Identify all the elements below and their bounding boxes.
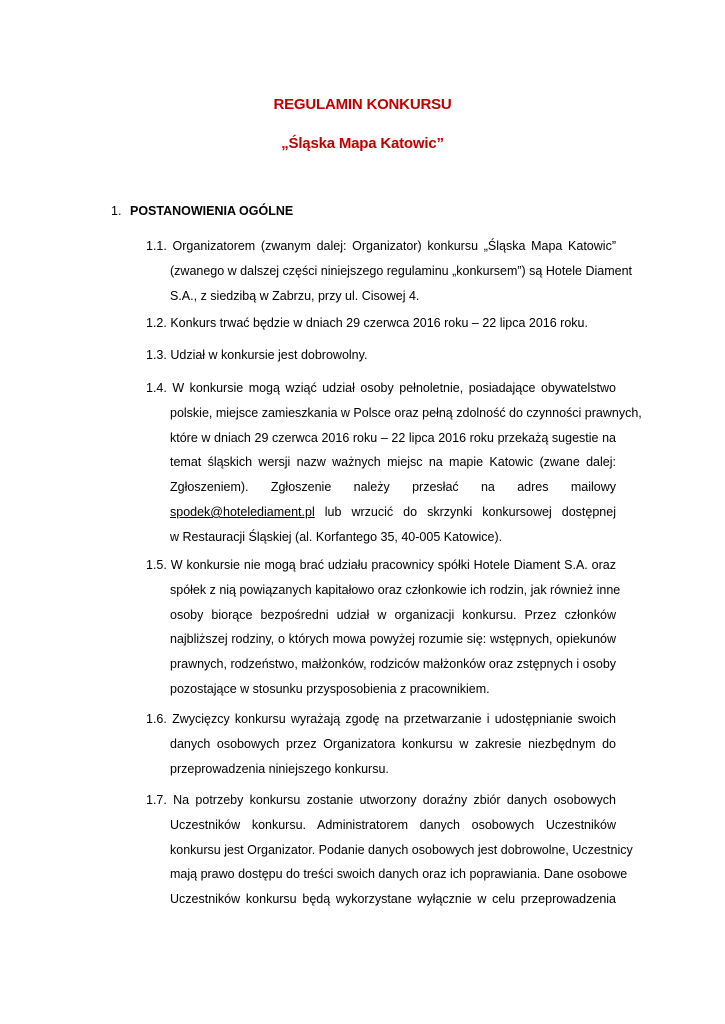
item-line: które w dniach 29 czerwca 2016 roku – 22 lipca 2016 roku przekażą sugestie na xyxy=(170,430,616,445)
section-title: POSTANOWIENIA OGÓLNE xyxy=(130,204,294,218)
item-line: Zgłoszeniem). Zgłoszenie należy przesłać na adres mailowy xyxy=(170,480,616,495)
document-subtitle: „Śląska Mapa Katowic” xyxy=(281,135,444,152)
item-line: 1.1. Organizatorem (zwanym dalej: Organizator) konkursu „Śląska Mapa Katowic” xyxy=(146,239,616,253)
item-number: 1.7. xyxy=(146,793,167,807)
list-item xyxy=(146,376,642,550)
item-number: 1.6. xyxy=(146,712,167,726)
list-item xyxy=(146,311,616,336)
list-item xyxy=(146,788,633,912)
list-item xyxy=(146,234,633,308)
item-line: (zwanego w dalszej części niniejszego regulaminu „konkursem”) są Hotele Diament xyxy=(170,263,633,278)
list-item xyxy=(146,343,616,368)
item-line: spodek@hotelediament.pl lub wrzucić do skrzynki konkursowej dostępnej xyxy=(170,504,616,519)
item-line: mają prawo dostępu do treści swoich danych oraz ich poprawiania. Dane osobowe xyxy=(170,867,628,882)
item-line: 1.2. Konkurs trwać będzie w dniach 29 czerwca 2016 roku – 22 lipca 2016 roku. xyxy=(146,316,588,330)
item-line: danych osobowych przez Organizatora konkursu w zakresie niezbędnym do xyxy=(170,736,616,751)
item-line: 1.6. Zwycięzcy konkursu wyrażają zgodę na przetwarzanie i udostępnianie swoich xyxy=(146,712,616,726)
item-line: polskie, miejsce zamieszkania w Polsce oraz pełną zdolność do czynności prawnych, xyxy=(170,405,642,420)
item-line: pozostające w stosunku przysposobienia z pracownikiem. xyxy=(170,681,490,696)
item-line: w Restauracji Śląskiej (al. Korfantego 35, 40-005 Katowice). xyxy=(170,529,503,544)
document-title: REGULAMIN KONKURSU xyxy=(273,96,452,113)
item-line: Uczestników konkursu będą wykorzystane wyłącznie w celu przeprowadzenia xyxy=(170,892,616,907)
item-line: prawnych, rodzeństwo, małżonków, rodziców małżonków oraz zstępnych i osoby xyxy=(170,657,617,672)
email-link[interactable]: spodek@hotelediament.pl xyxy=(170,504,315,519)
item-line: temat śląskich wersji nazw ważnych miejsc na mapie Katowic (zwane dalej: xyxy=(170,455,616,470)
item-line: przeprowadzenia niniejszego konkursu. xyxy=(170,761,389,776)
item-line: 1.3. Udział w konkursie jest dobrowolny. xyxy=(146,348,368,362)
item-number: 1.4. xyxy=(146,381,167,395)
item-line: 1.4. W konkursie mogą wziąć udział osoby pełnoletnie, posiadające obywatelstwo xyxy=(146,381,616,395)
section-number: 1. xyxy=(111,204,122,218)
item-line: najbliższej rodziny, o których mowa powyżej rozumie się: wstępnych, opiekunów xyxy=(170,632,616,647)
item-line: spółek z nią powiązanych kapitałowo oraz członkowie ich rodzin, jak również inne xyxy=(170,582,621,597)
item-line: S.A., z siedzibą w Zabrzu, przy ul. Cisowej 4. xyxy=(170,288,420,303)
item-line: 1.5. W konkursie nie mogą brać udziału pracownicy spółki Hotele Diament S.A. oraz xyxy=(146,558,616,572)
item-line: 1.7. Na potrzeby konkursu zostanie utworzony doraźny zbiór danych osobowych xyxy=(146,793,616,807)
item-line: osoby biorące bezpośredni udział w organizacji konkursu. Przez członków xyxy=(170,607,616,622)
list-item xyxy=(146,707,616,781)
item-number: 1.2. xyxy=(146,316,167,330)
item-number: 1.1. xyxy=(146,239,167,253)
item-line: Uczestników konkursu. Administratorem danych osobowych Uczestników xyxy=(170,817,616,832)
section-heading xyxy=(111,204,293,218)
item-line: konkursu jest Organizator. Podanie danych osobowych jest dobrowolne, Uczestnicy xyxy=(170,842,633,857)
item-number: 1.3. xyxy=(146,348,167,362)
item-number: 1.5. xyxy=(146,558,167,572)
list-item xyxy=(146,553,621,702)
